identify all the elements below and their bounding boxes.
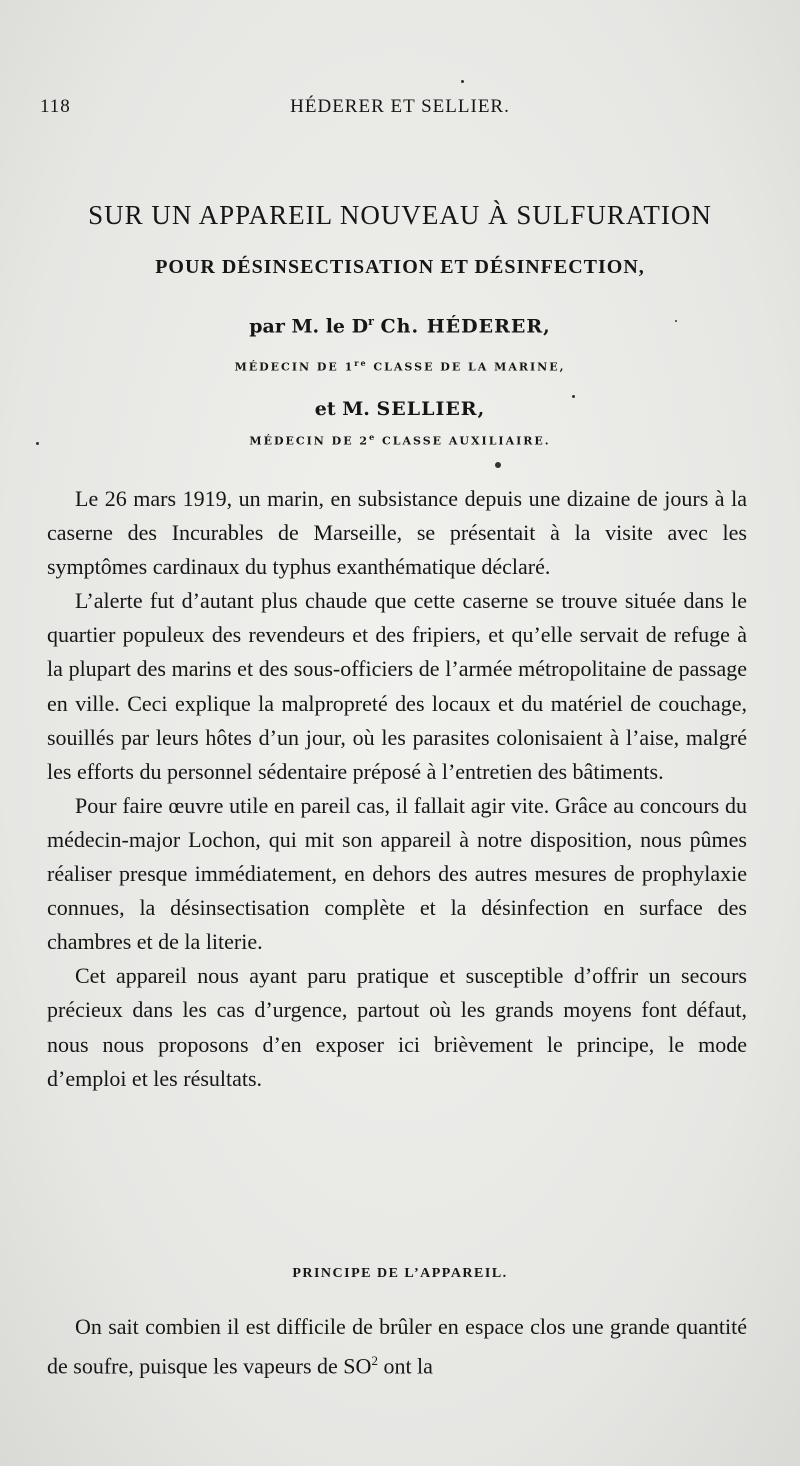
affiliation-text: MÉDECIN DE 2 — [249, 434, 370, 448]
paragraph-text: ont la — [377, 1353, 433, 1379]
author-prefix: par M. le D — [249, 315, 369, 338]
affiliation-sellier — [40, 432, 760, 448]
affiliation-text: CLASSE AUXILIAIRE. — [376, 434, 551, 448]
print-speck — [572, 395, 575, 398]
paragraph-text: On sait combien il est difficile de brûler en espace clos une grande quantité de soufre, puisque les vapeurs de SO — [47, 1314, 747, 1379]
author-prefix-superscript: r — [368, 315, 374, 328]
chemical-superscript: 2 — [371, 1353, 378, 1368]
affiliation-superscript: e — [369, 432, 377, 442]
affiliation-text: MÉDECIN DE 1 — [234, 360, 355, 374]
print-speck — [495, 462, 501, 468]
paragraph: Cet appareil nous ayant paru pratique et susceptible d’offrir un secours précieux dans les cas d’urgence, partout où les grands moyens font défaut, nous nous proposons d’en exposer ici brièvement le principe, le mode d’emploi et les résultats. — [47, 963, 747, 1091]
section-heading: PRINCIPE DE L’APPAREIL. — [292, 1266, 508, 1281]
article-title: SUR UN APPAREIL NOUVEAU À SULFURATION — [88, 200, 712, 230]
print-speck — [36, 442, 39, 445]
author-name-sellier: SELLIER, — [376, 398, 486, 420]
print-speck — [461, 80, 464, 83]
article-subtitle: POUR DÉSINSECTISATION ET DÉSINFECTION, — [155, 256, 645, 278]
running-header — [40, 96, 760, 126]
running-title: HÉDERER ET SELLIER. — [290, 96, 510, 117]
paragraph — [47, 1310, 747, 1383]
affiliation-hederer — [40, 358, 760, 374]
affiliation-text: CLASSE DE LA MARINE, — [367, 360, 566, 374]
article-body — [47, 482, 747, 1096]
paragraph: Le 26 mars 1919, un marin, en subsistance depuis une dizaine de jours à la caserne des Incurables de Marseille, se présentait à la visite avec les symptômes cardinaux du typhus exanthématique déclaré. — [47, 486, 747, 580]
print-speck — [675, 320, 677, 322]
section-body — [47, 1310, 747, 1383]
paragraph: Pour faire œuvre utile en pareil cas, il fallait agir vite. Grâce au concours du médecin-major Lochon, qui mit son appareil à notre disposition, nous pûmes réaliser presque immédiatement, en dehors des autres mesures de prophylaxie connues, la désinsectisation complète et la désinfection en surface des chambres et de la literie. — [47, 792, 747, 955]
author-line-sellier — [40, 398, 760, 420]
author-prefix: et M. — [314, 398, 377, 420]
affiliation-superscript: re — [354, 358, 368, 368]
author-name-hederer: Ch. HÉDERER, — [380, 315, 551, 338]
page-number: 118 — [40, 96, 71, 117]
author-line-hederer — [40, 315, 760, 337]
paragraph: L’alerte fut d’autant plus chaude que cette caserne se trouve située dans le quartier populeux des revendeurs et des fripiers, et qu’elle servait de refuge à la plupart des marins et des sous-officiers de l’armée métropolitaine de passage en ville. Ceci explique la malpropreté des locaux et du matériel de couchage, souillés par leurs hôtes d’un jour, où les parasites colonisaient à l’aise, malgré les efforts du personnel sédentaire préposé à l’entretien des bâtiments. — [47, 588, 747, 784]
